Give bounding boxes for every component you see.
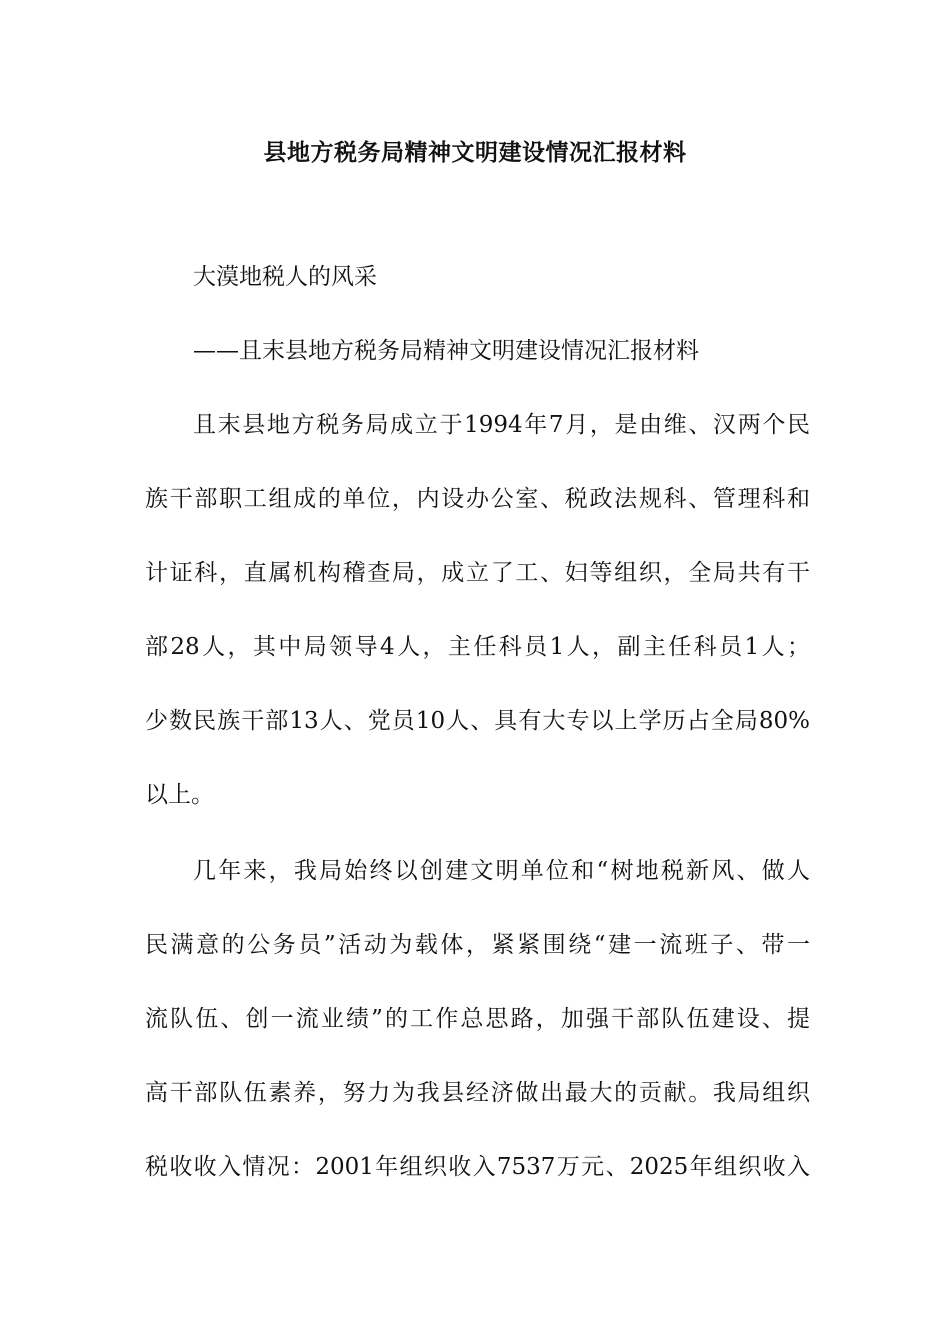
paragraph-1-line-3: 计证科，直属机构稽查局，成立了工、妇等组织，全局共有干: [145, 560, 810, 586]
paragraph-2-line-5: 税收收入情况：2001年组织收入7537万元、2025年组织收入: [145, 1154, 810, 1180]
paragraph-2-line-2: 民满意的公务员”活动为载体，紧紧围绕“建一流班子、带一: [145, 932, 810, 958]
paragraph-1-line-5: 少数民族干部13人、党员10人、具有大专以上学历占全局80%: [145, 708, 810, 734]
document-title: 县地方税务局精神文明建设情况汇报材料: [263, 140, 687, 166]
document-subheading: ——且末县地方税务局精神文明建设情况汇报材料: [193, 338, 699, 364]
paragraph-1-line-6: 以上。: [145, 782, 214, 808]
paragraph-2-line-1: 几年来，我局始终以创建文明单位和“树地税新风、做人: [193, 858, 810, 884]
document-subtitle: 大漠地税人的风采: [193, 264, 377, 290]
paragraph-2-line-3: 流队伍、创一流业绩”的工作总思路，加强干部队伍建设、提: [145, 1006, 810, 1032]
paragraph-1-line-2: 族干部职工组成的单位，内设办公室、税政法规科、管理科和: [145, 486, 810, 512]
paragraph-2-line-4: 高干部队伍素养，努力为我县经济做出最大的贡献。我局组织: [145, 1080, 810, 1106]
paragraph-1-line-4: 部28人，其中局领导4人，主任科员1人，副主任科员1人；: [145, 634, 810, 660]
paragraph-1-line-1: 且末县地方税务局成立于1994年7月，是由维、汉两个民: [193, 412, 810, 438]
